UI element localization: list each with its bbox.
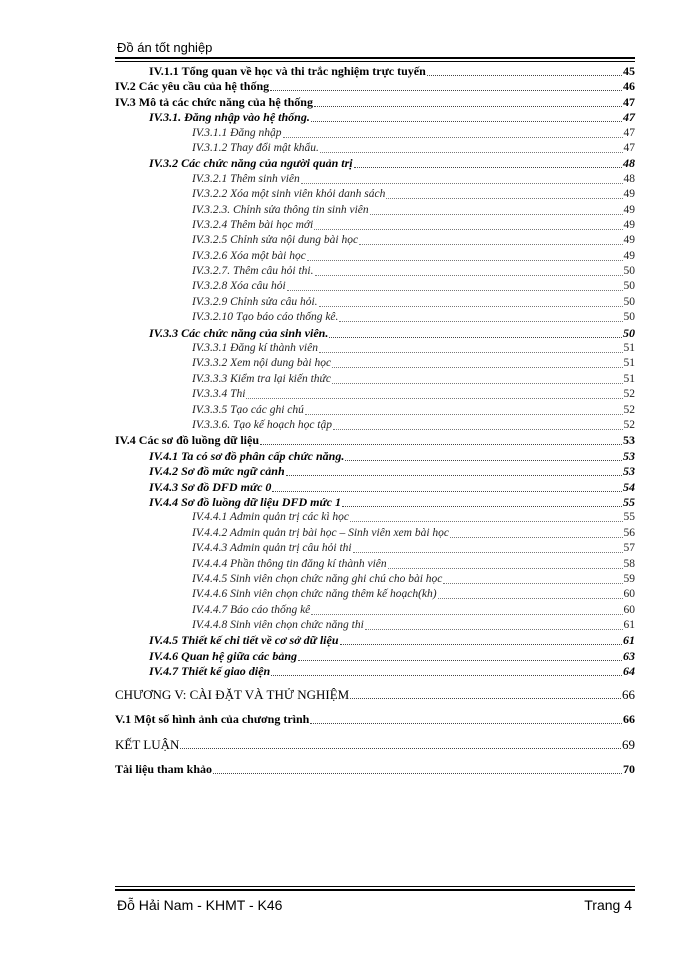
toc-entry-title: IV.4.4.6 Sinh viên chọn chức năng thêm kế hoạch(kh) bbox=[192, 588, 437, 601]
toc-entry-page: 52 bbox=[623, 403, 635, 416]
toc-entry-title: IV.3.1.2 Thay đổi mật khẩu. bbox=[192, 141, 319, 154]
toc-entry[interactable] bbox=[115, 495, 635, 510]
toc-entry-title: Tài liệu tham khảo bbox=[115, 761, 213, 776]
toc-entry-title: IV.3.2 Các chức năng của người quản trị bbox=[149, 156, 353, 171]
toc-dot-leader bbox=[339, 311, 622, 322]
table-of-contents bbox=[115, 64, 635, 780]
toc-dot-leader bbox=[450, 527, 622, 538]
toc-dot-leader bbox=[246, 388, 622, 399]
toc-entry[interactable] bbox=[115, 95, 635, 110]
toc-dot-leader bbox=[340, 634, 623, 645]
toc-entry-page: 60 bbox=[623, 603, 635, 616]
toc-dot-leader bbox=[386, 188, 622, 199]
header-rule-thick bbox=[115, 57, 635, 59]
toc-entry-title: IV.3.2.4 Thêm bài học mới bbox=[192, 218, 314, 231]
toc-entry[interactable] bbox=[115, 603, 635, 618]
toc-dot-leader bbox=[301, 173, 623, 184]
toc-dot-leader bbox=[345, 450, 622, 461]
toc-entry-title: IV.3.2.7. Thêm câu hỏi thi. bbox=[192, 265, 314, 278]
toc-entry-title: IV.3.3.3 Kiểm tra lại kiến thức bbox=[192, 372, 331, 385]
toc-entry-page: 47 bbox=[623, 94, 635, 109]
toc-entry-title: CHƯƠNG V: CÀI ĐẶT VÀ THỬ NGHIỆM bbox=[115, 686, 350, 702]
toc-dot-leader bbox=[320, 142, 623, 153]
toc-entry[interactable] bbox=[115, 126, 635, 141]
toc-entry-page: 49 bbox=[623, 203, 635, 216]
toc-entry-title: IV.1.1 Tổng quan về học và thi trắc nghiệm trực tuyến bbox=[149, 64, 426, 78]
toc-dot-leader bbox=[314, 219, 622, 230]
toc-entry[interactable] bbox=[115, 557, 635, 572]
toc-entry-page: 49 bbox=[623, 249, 635, 262]
toc-entry-title: IV.3.3.2 Xem nội dung bài học bbox=[192, 357, 332, 370]
toc-dot-leader bbox=[332, 357, 622, 368]
toc-entry[interactable] bbox=[115, 279, 635, 294]
toc-entry[interactable] bbox=[115, 64, 635, 79]
toc-dot-leader bbox=[427, 65, 622, 76]
toc-entry-title: IV.4.3 Sơ đồ DFD mức 0 bbox=[149, 479, 272, 494]
toc-entry-page: 56 bbox=[623, 526, 635, 539]
toc-dot-leader bbox=[350, 511, 622, 522]
toc-entry[interactable] bbox=[115, 649, 635, 664]
toc-entry[interactable] bbox=[115, 218, 635, 233]
toc-entry-title: IV.3.3 Các chức năng của sinh viên. bbox=[149, 325, 329, 340]
toc-entry-page: 66 bbox=[622, 686, 635, 702]
toc-entry[interactable] bbox=[115, 449, 635, 464]
toc-entry-page: 51 bbox=[623, 372, 635, 385]
toc-entry-title: IV.3.2.5 Chỉnh sửa nội dung bài học bbox=[192, 234, 359, 247]
toc-entry-page: 48 bbox=[623, 172, 635, 185]
toc-entry-title: IV.4.2 Sơ đồ mức ngữ cảnh bbox=[149, 464, 285, 479]
toc-entry-page: 54 bbox=[623, 479, 635, 494]
toc-entry-title: IV.3.2.1 Thêm sinh viên bbox=[192, 172, 300, 185]
toc-entry[interactable] bbox=[115, 249, 635, 264]
toc-dot-leader bbox=[388, 558, 623, 569]
toc-entry[interactable] bbox=[115, 156, 635, 171]
toc-entry-title: KẾT LUẬN bbox=[115, 736, 180, 752]
toc-dot-leader bbox=[350, 688, 621, 699]
toc-entry-page: 70 bbox=[623, 761, 635, 776]
toc-entry-page: 57 bbox=[623, 542, 635, 555]
footer-page-number: Trang 4 bbox=[584, 897, 632, 913]
toc-entry-page: 46 bbox=[623, 79, 635, 94]
toc-entry-title: IV.3.2.2 Xóa một sinh viên khỏi danh sách bbox=[192, 188, 386, 201]
toc-entry[interactable] bbox=[115, 295, 635, 310]
toc-entry[interactable] bbox=[115, 79, 635, 94]
toc-entry-title: IV.4.4.1 Admin quản trị các kì học bbox=[192, 511, 350, 524]
toc-dot-leader bbox=[298, 650, 622, 661]
toc-dot-leader bbox=[354, 157, 622, 168]
toc-entry-page: 61 bbox=[623, 633, 635, 648]
header-rule-thin bbox=[115, 61, 635, 62]
header-title: Đồ án tốt nghiệp bbox=[117, 40, 213, 55]
toc-dot-leader bbox=[319, 296, 623, 307]
toc-entry[interactable] bbox=[115, 734, 635, 755]
toc-entry[interactable] bbox=[115, 356, 635, 371]
toc-entry[interactable] bbox=[115, 587, 635, 602]
toc-dot-leader bbox=[271, 665, 622, 676]
toc-dot-leader bbox=[310, 713, 622, 724]
toc-entry-page: 49 bbox=[623, 218, 635, 231]
toc-entry-title: IV.3.2.6 Xóa một bài học bbox=[192, 249, 306, 262]
toc-dot-leader bbox=[365, 619, 623, 630]
toc-entry-title: IV.3.1. Đăng nhập vào hệ thống. bbox=[149, 110, 310, 125]
toc-entry-page: 53 bbox=[623, 464, 635, 479]
toc-dot-leader bbox=[311, 604, 622, 615]
toc-entry-title: IV.3.2.9 Chỉnh sửa câu hỏi. bbox=[192, 295, 318, 308]
toc-entry-page: 53 bbox=[623, 448, 635, 463]
toc-entry-page: 50 bbox=[623, 265, 635, 278]
toc-entry[interactable] bbox=[115, 310, 635, 325]
toc-entry-title: IV.4.7 Thiết kế giao diện bbox=[149, 664, 271, 679]
toc-dot-leader bbox=[333, 419, 622, 430]
toc-entry[interactable] bbox=[115, 187, 635, 202]
footer-rule-thin bbox=[115, 886, 635, 887]
toc-entry-page: 50 bbox=[623, 280, 635, 293]
toc-entry[interactable] bbox=[115, 759, 635, 780]
toc-entry-page: 49 bbox=[623, 234, 635, 247]
toc-entry[interactable] bbox=[115, 433, 635, 448]
toc-entry-page: 52 bbox=[623, 388, 635, 401]
toc-entry-page: 47 bbox=[623, 126, 635, 139]
toc-entry-page: 47 bbox=[623, 141, 635, 154]
toc-entry-title: V.1 Một số hình ảnh của chương trình bbox=[115, 711, 310, 726]
toc-dot-leader bbox=[370, 204, 623, 215]
toc-entry-page: 55 bbox=[623, 511, 635, 524]
toc-entry-page: 63 bbox=[623, 648, 635, 663]
toc-entry-page: 51 bbox=[623, 357, 635, 370]
toc-dot-leader bbox=[307, 250, 623, 261]
toc-entry-title: IV.4.6 Quan hệ giữa các bảng bbox=[149, 648, 297, 663]
toc-entry[interactable] bbox=[115, 341, 635, 356]
toc-entry[interactable] bbox=[115, 480, 635, 495]
toc-entry-title: IV.4 Các sơ đồ luồng dữ liệu bbox=[115, 433, 259, 448]
toc-entry[interactable] bbox=[115, 141, 635, 156]
toc-entry-title: IV.3.3.5 Tạo các ghi chú bbox=[192, 403, 304, 416]
toc-entry-page: 58 bbox=[623, 557, 635, 570]
toc-entry-title: IV.3 Mô tả các chức năng của hệ thống bbox=[115, 94, 313, 109]
toc-entry-page: 59 bbox=[623, 572, 635, 585]
toc-entry[interactable] bbox=[115, 510, 635, 525]
toc-dot-leader bbox=[180, 738, 621, 749]
toc-dot-leader bbox=[332, 373, 623, 384]
toc-entry[interactable] bbox=[115, 618, 635, 633]
toc-entry[interactable] bbox=[115, 633, 635, 648]
toc-entry[interactable] bbox=[115, 709, 635, 730]
toc-dot-leader bbox=[270, 80, 622, 91]
toc-entry[interactable] bbox=[115, 172, 635, 187]
toc-dot-leader bbox=[353, 542, 623, 553]
toc-dot-leader bbox=[287, 280, 623, 291]
toc-entry-page: 47 bbox=[623, 110, 635, 125]
toc-dot-leader bbox=[286, 465, 622, 476]
toc-entry-title: IV.3.2.10 Tạo báo cáo thống kê. bbox=[192, 311, 339, 324]
toc-entry-page: 55 bbox=[623, 494, 635, 509]
toc-dot-leader bbox=[305, 404, 623, 415]
toc-entry-title: IV.3.2.8 Xóa câu hỏi bbox=[192, 280, 286, 293]
toc-entry-title: IV.3.3.4 Thi bbox=[192, 388, 246, 401]
toc-entry-title: IV.3.1.1 Đăng nhập bbox=[192, 126, 282, 139]
toc-entry-title: IV.2 Các yêu cầu của hệ thống bbox=[115, 79, 270, 94]
toc-dot-leader bbox=[315, 265, 623, 276]
toc-entry-title: IV.3.2.3. Chỉnh sửa thông tin sinh viên bbox=[192, 203, 369, 216]
toc-entry-title: IV.4.4 Sơ đồ luồng dữ liệu DFD mức 1 bbox=[149, 494, 341, 509]
toc-entry-page: 48 bbox=[623, 156, 635, 171]
toc-entry-title: IV.4.4.3 Admin quản trị câu hỏi thi bbox=[192, 542, 352, 555]
toc-dot-leader bbox=[329, 327, 622, 338]
toc-entry[interactable] bbox=[115, 110, 635, 125]
toc-entry[interactable] bbox=[115, 387, 635, 402]
toc-dot-leader bbox=[359, 234, 622, 245]
toc-entry-page: 50 bbox=[623, 311, 635, 324]
toc-dot-leader bbox=[283, 127, 623, 138]
toc-entry-title: IV.3.3.1 Đăng kí thành viên bbox=[192, 342, 318, 355]
toc-entry[interactable] bbox=[115, 572, 635, 587]
toc-dot-leader bbox=[213, 763, 622, 774]
toc-dot-leader bbox=[443, 573, 622, 584]
toc-dot-leader bbox=[438, 588, 623, 599]
toc-entry-page: 45 bbox=[623, 64, 635, 78]
toc-entry-page: 51 bbox=[623, 342, 635, 355]
toc-entry[interactable] bbox=[115, 684, 635, 705]
toc-entry-title: IV.4.5 Thiết kế chi tiết về cơ sở dữ liệu bbox=[149, 633, 339, 648]
toc-entry-page: 66 bbox=[623, 711, 635, 726]
toc-entry-page: 50 bbox=[623, 325, 635, 340]
toc-entry-page: 52 bbox=[623, 418, 635, 431]
toc-entry[interactable] bbox=[115, 372, 635, 387]
toc-entry[interactable] bbox=[115, 233, 635, 248]
footer-rule-thick bbox=[115, 889, 635, 891]
toc-entry-page: 69 bbox=[622, 736, 635, 752]
toc-entry[interactable] bbox=[115, 203, 635, 218]
toc-dot-leader bbox=[272, 481, 622, 492]
toc-entry-page: 61 bbox=[623, 619, 635, 632]
toc-entry[interactable] bbox=[115, 664, 635, 679]
toc-entry[interactable] bbox=[115, 464, 635, 479]
toc-entry-title: IV.4.4.4 Phần thông tin đăng kí thành viên bbox=[192, 557, 387, 570]
toc-entry[interactable] bbox=[115, 418, 635, 433]
toc-dot-leader bbox=[314, 96, 622, 107]
toc-entry-page: 64 bbox=[623, 664, 635, 679]
toc-dot-leader bbox=[319, 342, 623, 353]
footer-author: Đỗ Hải Nam - KHMT - K46 bbox=[117, 897, 283, 913]
toc-dot-leader bbox=[260, 434, 622, 445]
toc-entry[interactable] bbox=[115, 526, 635, 541]
toc-entry[interactable] bbox=[115, 541, 635, 556]
toc-entry-title: IV.4.4.8 Sinh viên chọn chức năng thi bbox=[192, 619, 364, 632]
toc-dot-leader bbox=[311, 111, 622, 122]
toc-entry-title: IV.4.4.2 Admin quản trị bài học – Sinh viên xem bài học bbox=[192, 526, 450, 539]
toc-entry-title: IV.4.4.7 Báo cáo thống kê bbox=[192, 603, 311, 616]
toc-entry[interactable] bbox=[115, 264, 635, 279]
toc-entry[interactable] bbox=[115, 403, 635, 418]
toc-entry-title: IV.4.1 Ta có sơ đồ phân cấp chức năng. bbox=[149, 448, 345, 463]
toc-entry-page: 49 bbox=[623, 188, 635, 201]
toc-entry-page: 53 bbox=[623, 433, 635, 448]
toc-entry[interactable] bbox=[115, 326, 635, 341]
toc-entry-page: 50 bbox=[623, 295, 635, 308]
toc-entry-title: IV.4.4.5 Sinh viên chọn chức năng ghi chú cho bài học bbox=[192, 572, 443, 585]
toc-dot-leader bbox=[342, 496, 622, 507]
toc-entry-page: 60 bbox=[623, 588, 635, 601]
toc-entry-title: IV.3.3.6. Tạo kế hoạch học tập bbox=[192, 418, 333, 431]
